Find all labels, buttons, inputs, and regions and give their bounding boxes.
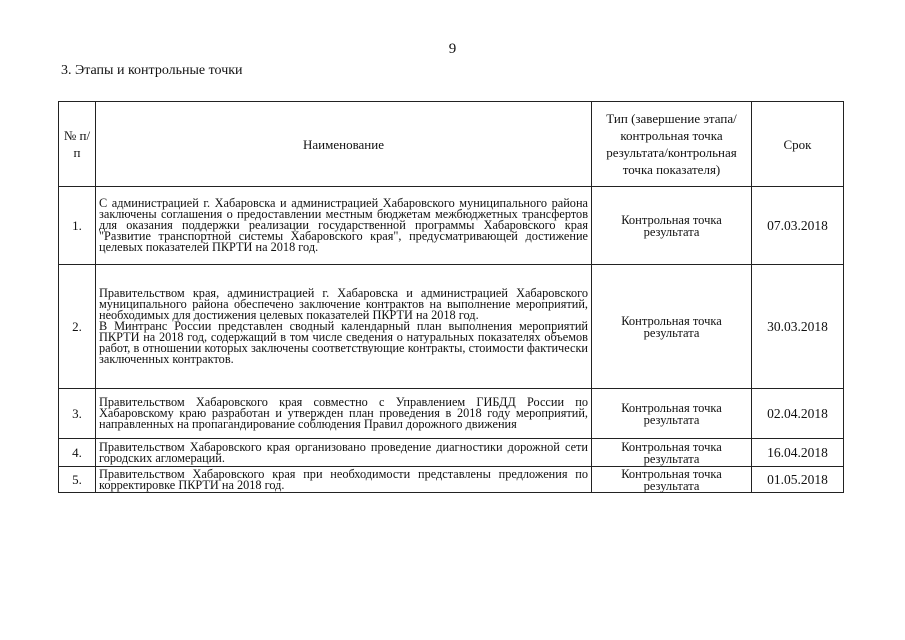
row-type: Контрольная точка результата	[592, 187, 752, 265]
row-number: 4.	[59, 439, 96, 467]
row-name	[96, 265, 592, 389]
table-row	[59, 265, 844, 389]
header-name: Наименование	[96, 102, 592, 187]
row-number: 3.	[59, 389, 96, 439]
row-type: Контрольная точка результата	[592, 439, 752, 467]
section-title: 3. Этапы и контрольные точки	[61, 63, 243, 78]
row-name	[96, 389, 592, 439]
row-name	[96, 439, 592, 467]
row-name-paragraph: Правительством Хабаровского края при необходимости представлены предложения по корректировке ПКРТИ на 2018 год.	[99, 466, 588, 492]
row-date: 01.05.2018	[752, 467, 844, 493]
row-name-paragraph: Правительством Хабаровского края совместно с Управлением ГИБДД России по Хабаровскому краю разработан и утвержден план проведения в 2018 году мероприятий, направленных на пропагандирование соблюдения Правил дорожного движения	[99, 395, 588, 431]
table-row	[59, 187, 844, 265]
row-name-paragraph: С администрацией г. Хабаровска и администрацией Хабаровского муниципального района заключены соглашения о предоставлении местным бюджетам межбюджетных трансфертов для оказания поддержки реализации государственной программы Хабаровского края "Развитие транспортной системы Хабаровского края", предусматривающей достижение целевых показателей ПКРТИ на 2018 год.	[99, 196, 588, 254]
stages-table	[58, 101, 844, 493]
row-type: Контрольная точка результата	[592, 389, 752, 439]
table-row	[59, 467, 844, 493]
row-date: 16.04.2018	[752, 439, 844, 467]
header-date: Срок	[752, 102, 844, 187]
table-header-row	[59, 102, 844, 187]
row-date: 07.03.2018	[752, 187, 844, 265]
header-num: № п/п	[59, 102, 96, 187]
row-number: 5.	[59, 467, 96, 493]
table-row	[59, 439, 844, 467]
row-type: Контрольная точка результата	[592, 467, 752, 493]
row-name-paragraph: Правительством края, администрацией г. Хабаровска и администрацией Хабаровского муниципального района обеспечено заключение контрактов на выполнение мероприятий, необходимых для достижения целевых показателей ПКРТИ на 2018 год.	[99, 286, 588, 323]
table-row	[59, 389, 844, 439]
row-type: Контрольная точка результата	[592, 265, 752, 389]
row-name-paragraph: В Минтранс России представлен сводный календарный план выполнения мероприятий ПКРТИ на 2018 год, содержащий в том числе сведения о натуральных показателях объемов работ, в отношении которых заключены соответствующие контракты, стоимости фактически заключенных контрактов.	[99, 319, 588, 366]
row-date: 30.03.2018	[752, 265, 844, 389]
header-type: Тип (завершение этапа/контрольная точка результата/контрольная точка показателя)	[592, 102, 752, 187]
page-number: 9	[448, 41, 457, 57]
row-name	[96, 467, 592, 493]
row-number: 2.	[59, 265, 96, 389]
row-name	[96, 187, 592, 265]
row-date: 02.04.2018	[752, 389, 844, 439]
row-name-paragraph: Правительством Хабаровского края организовано проведение диагностики дорожной сети городских агломераций.	[99, 439, 588, 465]
row-number: 1.	[59, 187, 96, 265]
